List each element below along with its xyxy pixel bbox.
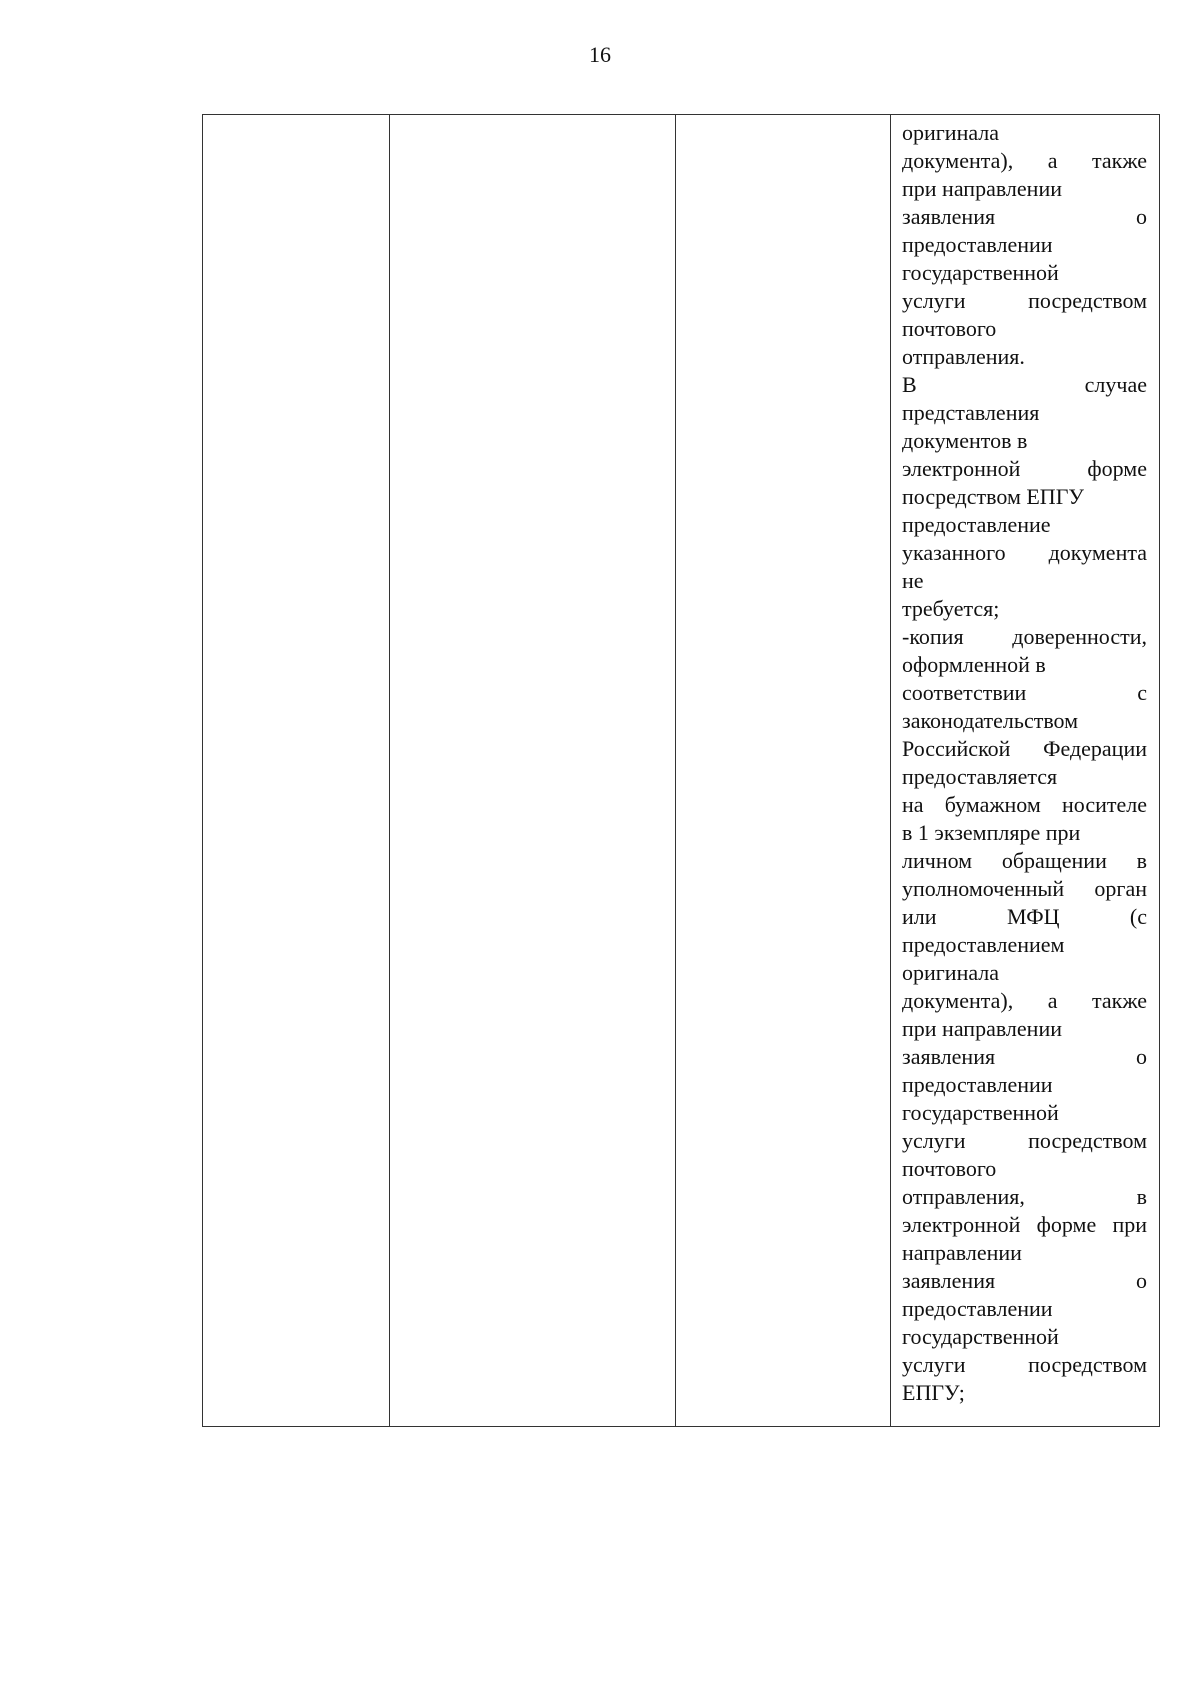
text-line: предоставлении (902, 232, 1053, 257)
text-line: направлении (902, 1240, 1022, 1265)
text-line: документа), а также (902, 988, 1147, 1013)
text-line: оригинала (902, 120, 1000, 145)
text-line: отправления, в (902, 1184, 1147, 1209)
text-line: услуги посредством (902, 1352, 1147, 1377)
document-table (202, 114, 1160, 1427)
text-line: не (902, 568, 924, 593)
text-line: или МФЦ (с (902, 904, 1147, 929)
text-line: заявления о (902, 204, 1147, 229)
text-line: посредством ЕПГУ (902, 484, 1084, 509)
text-line: представления (902, 400, 1040, 425)
text-line: предоставлении (902, 1072, 1053, 1097)
text-line: документов в (902, 428, 1028, 453)
text-line: при направлении (902, 1016, 1062, 1041)
text-line: при направлении (902, 176, 1062, 201)
text-line: почтового (902, 1156, 997, 1181)
text-line: документа), а также (902, 148, 1147, 173)
text-line: предоставление (902, 512, 1051, 537)
text-line: в 1 экземпляре при (902, 820, 1081, 845)
text-line: заявления о (902, 1044, 1147, 1069)
text-line: личном обращении в (902, 848, 1147, 873)
text-line: ЕПГУ; (902, 1380, 965, 1405)
table-cell-col-2 (389, 115, 676, 1426)
text-line: уполномоченный орган (902, 876, 1147, 901)
text-line: услуги посредством (902, 1128, 1147, 1153)
text-line: на бумажном носителе (902, 792, 1147, 817)
text-line: предоставлении (902, 1296, 1053, 1321)
text-line: Российской Федерации (902, 736, 1147, 761)
text-line: соответствии с (902, 680, 1147, 705)
text-line: государственной (902, 260, 1059, 285)
text-line: указанного документа (902, 540, 1147, 565)
text-line: предоставляется (902, 764, 1058, 789)
table-cell-col-4 (890, 115, 1159, 1426)
page-number: 16 (589, 42, 611, 67)
cell-text-documents (902, 119, 1147, 1407)
text-line: электронной форме (902, 456, 1147, 481)
table-cell-col-1 (203, 115, 390, 1426)
text-line: государственной (902, 1324, 1059, 1349)
text-line: требуется; (902, 596, 1000, 621)
text-line: государственной (902, 1100, 1059, 1125)
text-line: услуги посредством (902, 288, 1147, 313)
text-line: оформленной в (902, 652, 1046, 677)
text-line: почтового (902, 316, 997, 341)
text-line: предоставлением (902, 932, 1065, 957)
text-line: электронной форме при (902, 1212, 1147, 1237)
text-line: заявления о (902, 1268, 1147, 1293)
table-cell-col-3 (675, 115, 891, 1426)
text-line: оригинала (902, 960, 1000, 985)
text-line: отправления. (902, 344, 1025, 369)
text-line: В случае (902, 372, 1147, 397)
text-line: -копия доверенности, (902, 624, 1147, 649)
text-line: законодательством (902, 708, 1079, 733)
